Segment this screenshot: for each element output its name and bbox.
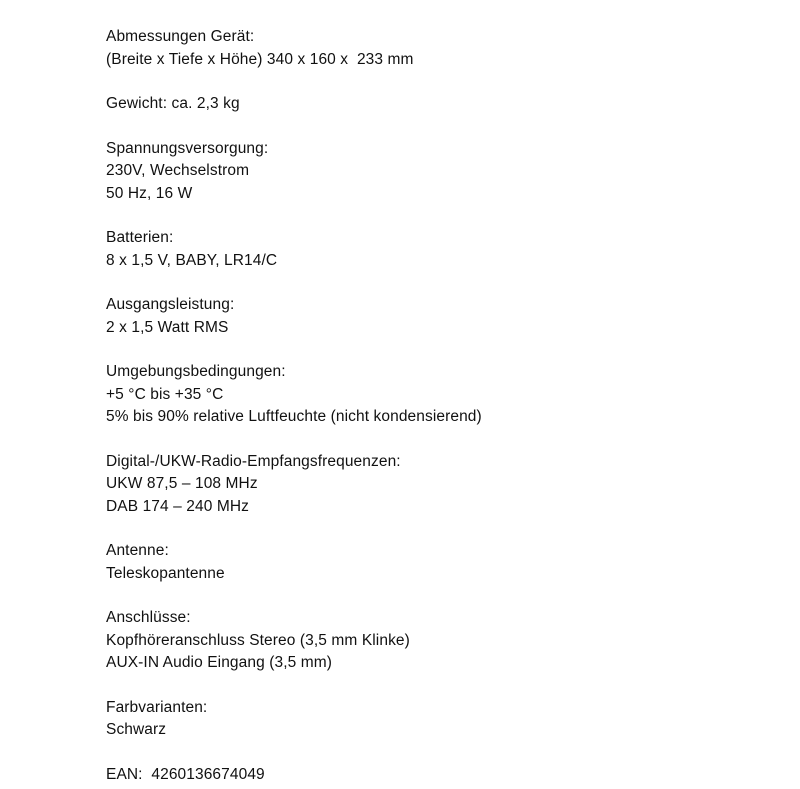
spec-value: DAB 174 – 240 MHz bbox=[106, 497, 249, 515]
spec-value: Teleskopantenne bbox=[106, 564, 225, 582]
spec-connections bbox=[106, 607, 766, 675]
spec-heading: Abmessungen Gerät: bbox=[106, 28, 255, 45]
spec-power-supply bbox=[106, 138, 766, 206]
spec-antenna bbox=[106, 540, 766, 585]
spec-heading: Umgebungsbedingungen: bbox=[106, 363, 286, 380]
spec-value: (Breite x Tiefe x Höhe) 340 x 160 x 233 mm bbox=[106, 50, 414, 68]
spec-value: 230V, Wechselstrom bbox=[106, 162, 250, 179]
spec-value: Kopfhöreranschluss Stereo (3,5 mm Klinke) bbox=[106, 631, 410, 649]
spec-heading: Spannungsversorgung: bbox=[106, 139, 269, 157]
spec-value: AUX-IN Audio Eingang (3,5 mm) bbox=[106, 654, 333, 671]
spec-output-power bbox=[106, 294, 766, 339]
spec-heading: Farbvarianten: bbox=[106, 698, 208, 716]
spec-batteries bbox=[106, 227, 766, 272]
spec-value: Schwarz bbox=[106, 721, 167, 738]
spec-ean bbox=[106, 764, 766, 787]
spec-sheet bbox=[106, 26, 766, 786]
spec-heading: Anschlüsse: bbox=[106, 609, 191, 626]
spec-heading: Ausgangsleistung: bbox=[106, 296, 235, 313]
spec-heading: Gewicht: ca. 2,3 kg bbox=[106, 95, 240, 112]
spec-heading: Antenne: bbox=[106, 542, 169, 559]
spec-heading: Batterien: bbox=[106, 229, 174, 246]
spec-weight bbox=[106, 93, 766, 116]
spec-value: 50 Hz, 16 W bbox=[106, 184, 193, 202]
spec-heading: EAN: 4260136674049 bbox=[106, 765, 265, 783]
spec-value: 8 x 1,5 V, BABY, LR14/C bbox=[106, 251, 278, 269]
spec-value: +5 °C bis +35 °C bbox=[106, 385, 224, 403]
spec-value: UKW 87,5 – 108 MHz bbox=[106, 475, 258, 492]
spec-value: 5% bis 90% relative Luftfeuchte (nicht kondensierend) bbox=[106, 408, 482, 425]
spec-ambient-conditions bbox=[106, 361, 766, 429]
spec-value: 2 x 1,5 Watt RMS bbox=[106, 318, 229, 336]
spec-radio-frequencies bbox=[106, 451, 766, 519]
spec-color-variants bbox=[106, 697, 766, 742]
spec-dimensions bbox=[106, 26, 766, 71]
spec-heading: Digital-/UKW-Radio-Empfangsfrequenzen: bbox=[106, 452, 401, 470]
